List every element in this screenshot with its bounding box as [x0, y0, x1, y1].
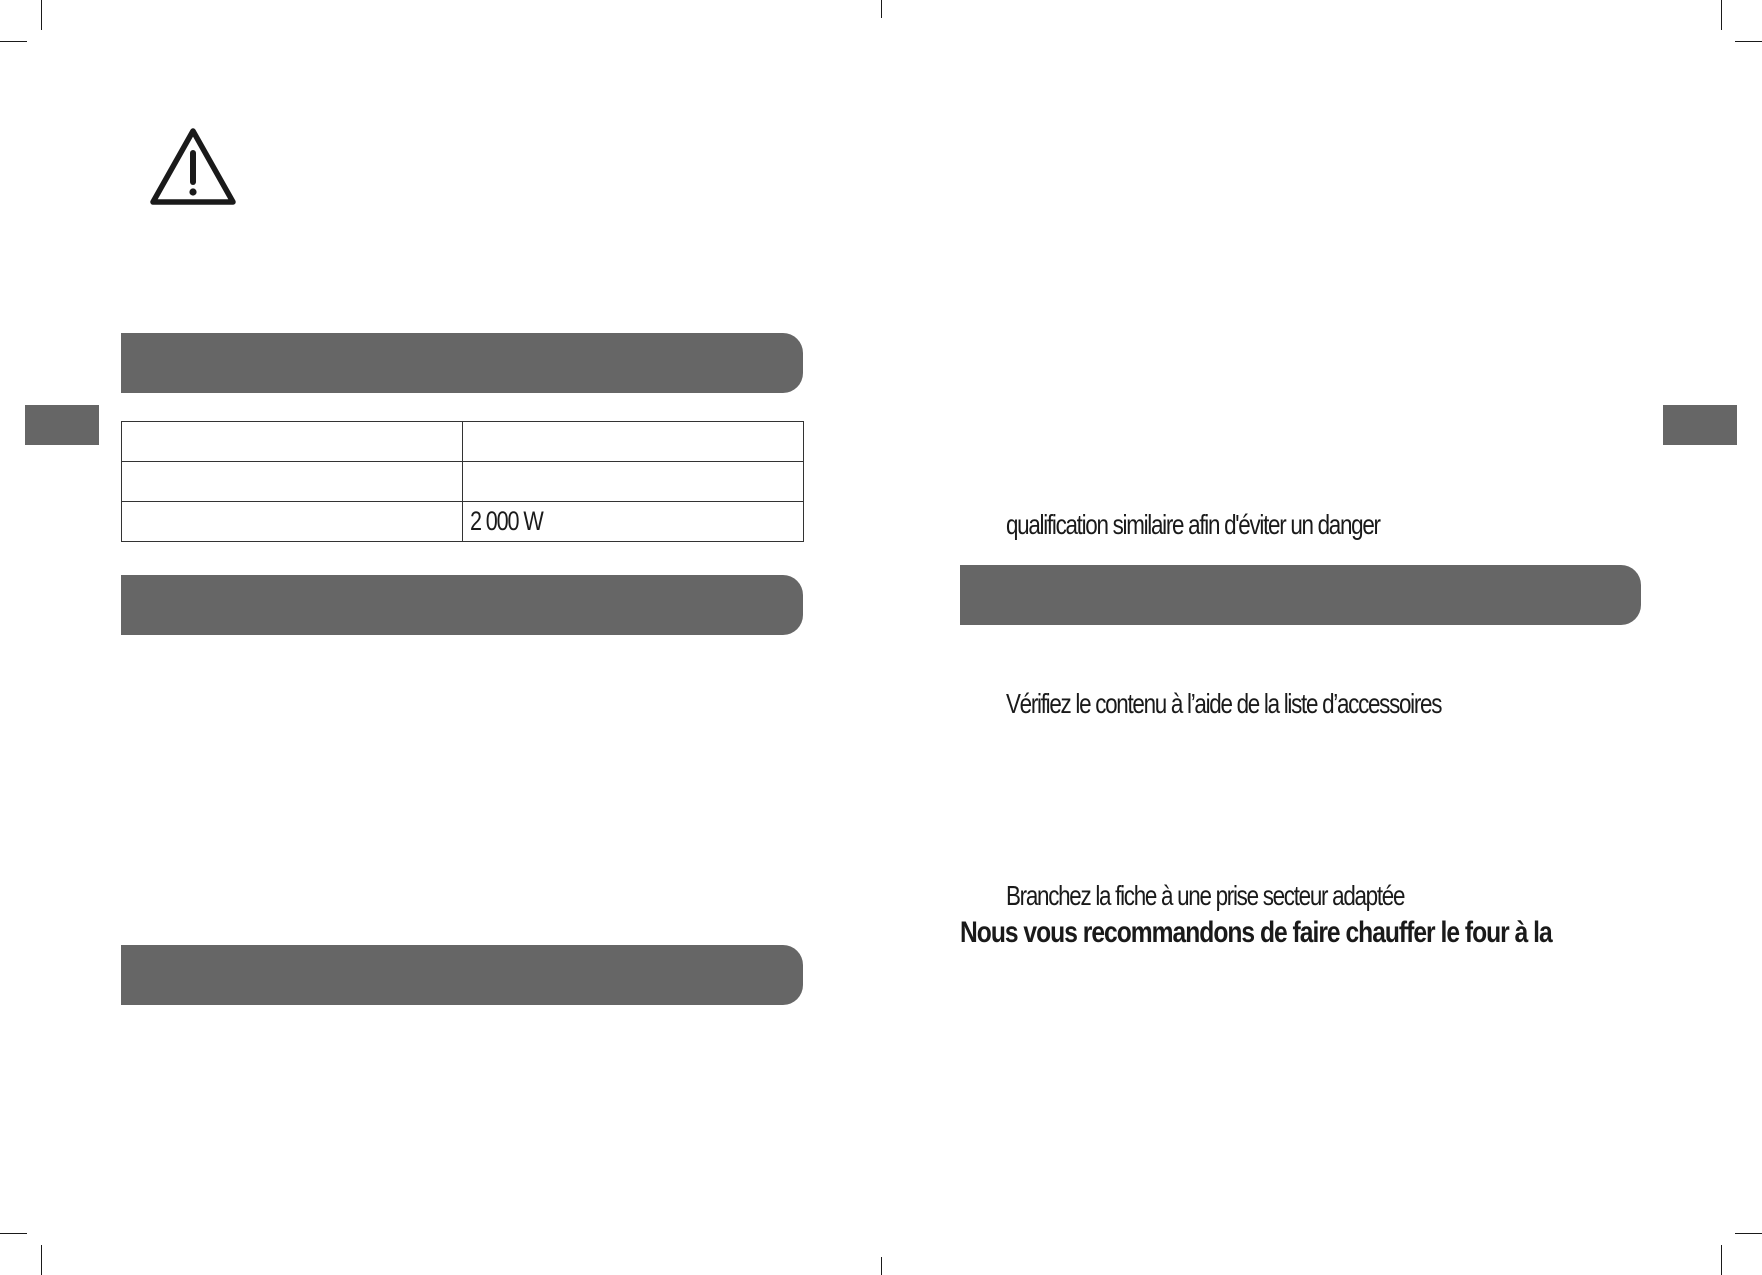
table-row [122, 502, 804, 542]
spec-label [122, 462, 463, 502]
text-line-qualification: qualification similaire afin d'éviter un danger [1006, 509, 1380, 540]
text-line-plug: Branchez la fiche à une prise secteur adaptée [1006, 880, 1405, 911]
table-row [122, 462, 804, 502]
crop-mark [41, 0, 42, 30]
spec-label [122, 502, 463, 542]
crop-mark [41, 1245, 42, 1275]
spec-value [463, 462, 804, 502]
side-tab-left [25, 405, 99, 445]
spec-label [122, 422, 463, 462]
text-line-verify: Vérifiez le contenu à l’aide de la liste d’accessoires [1006, 688, 1442, 719]
section-header-band [121, 945, 803, 1005]
spec-value [463, 422, 804, 462]
table-row [122, 422, 804, 462]
crop-mark [881, 0, 882, 18]
crop-mark [1735, 1233, 1762, 1234]
text-line-recommend: Nous vous recommandons de faire chauffer le four à la [960, 916, 1552, 949]
side-tab-right [1663, 405, 1737, 445]
section-header-band [960, 565, 1641, 625]
section-header-band [121, 333, 803, 393]
spec-value-power [463, 502, 804, 542]
crop-mark [1721, 0, 1722, 30]
crop-mark [1735, 41, 1762, 42]
crop-mark [881, 1257, 882, 1275]
section-header-band [121, 575, 803, 635]
crop-mark [0, 41, 27, 42]
crop-mark [0, 1233, 27, 1234]
power-value: 2 000 W [470, 506, 543, 536]
warning-triangle-icon [148, 126, 238, 208]
crop-mark [1721, 1245, 1722, 1275]
specifications-table [121, 421, 804, 542]
